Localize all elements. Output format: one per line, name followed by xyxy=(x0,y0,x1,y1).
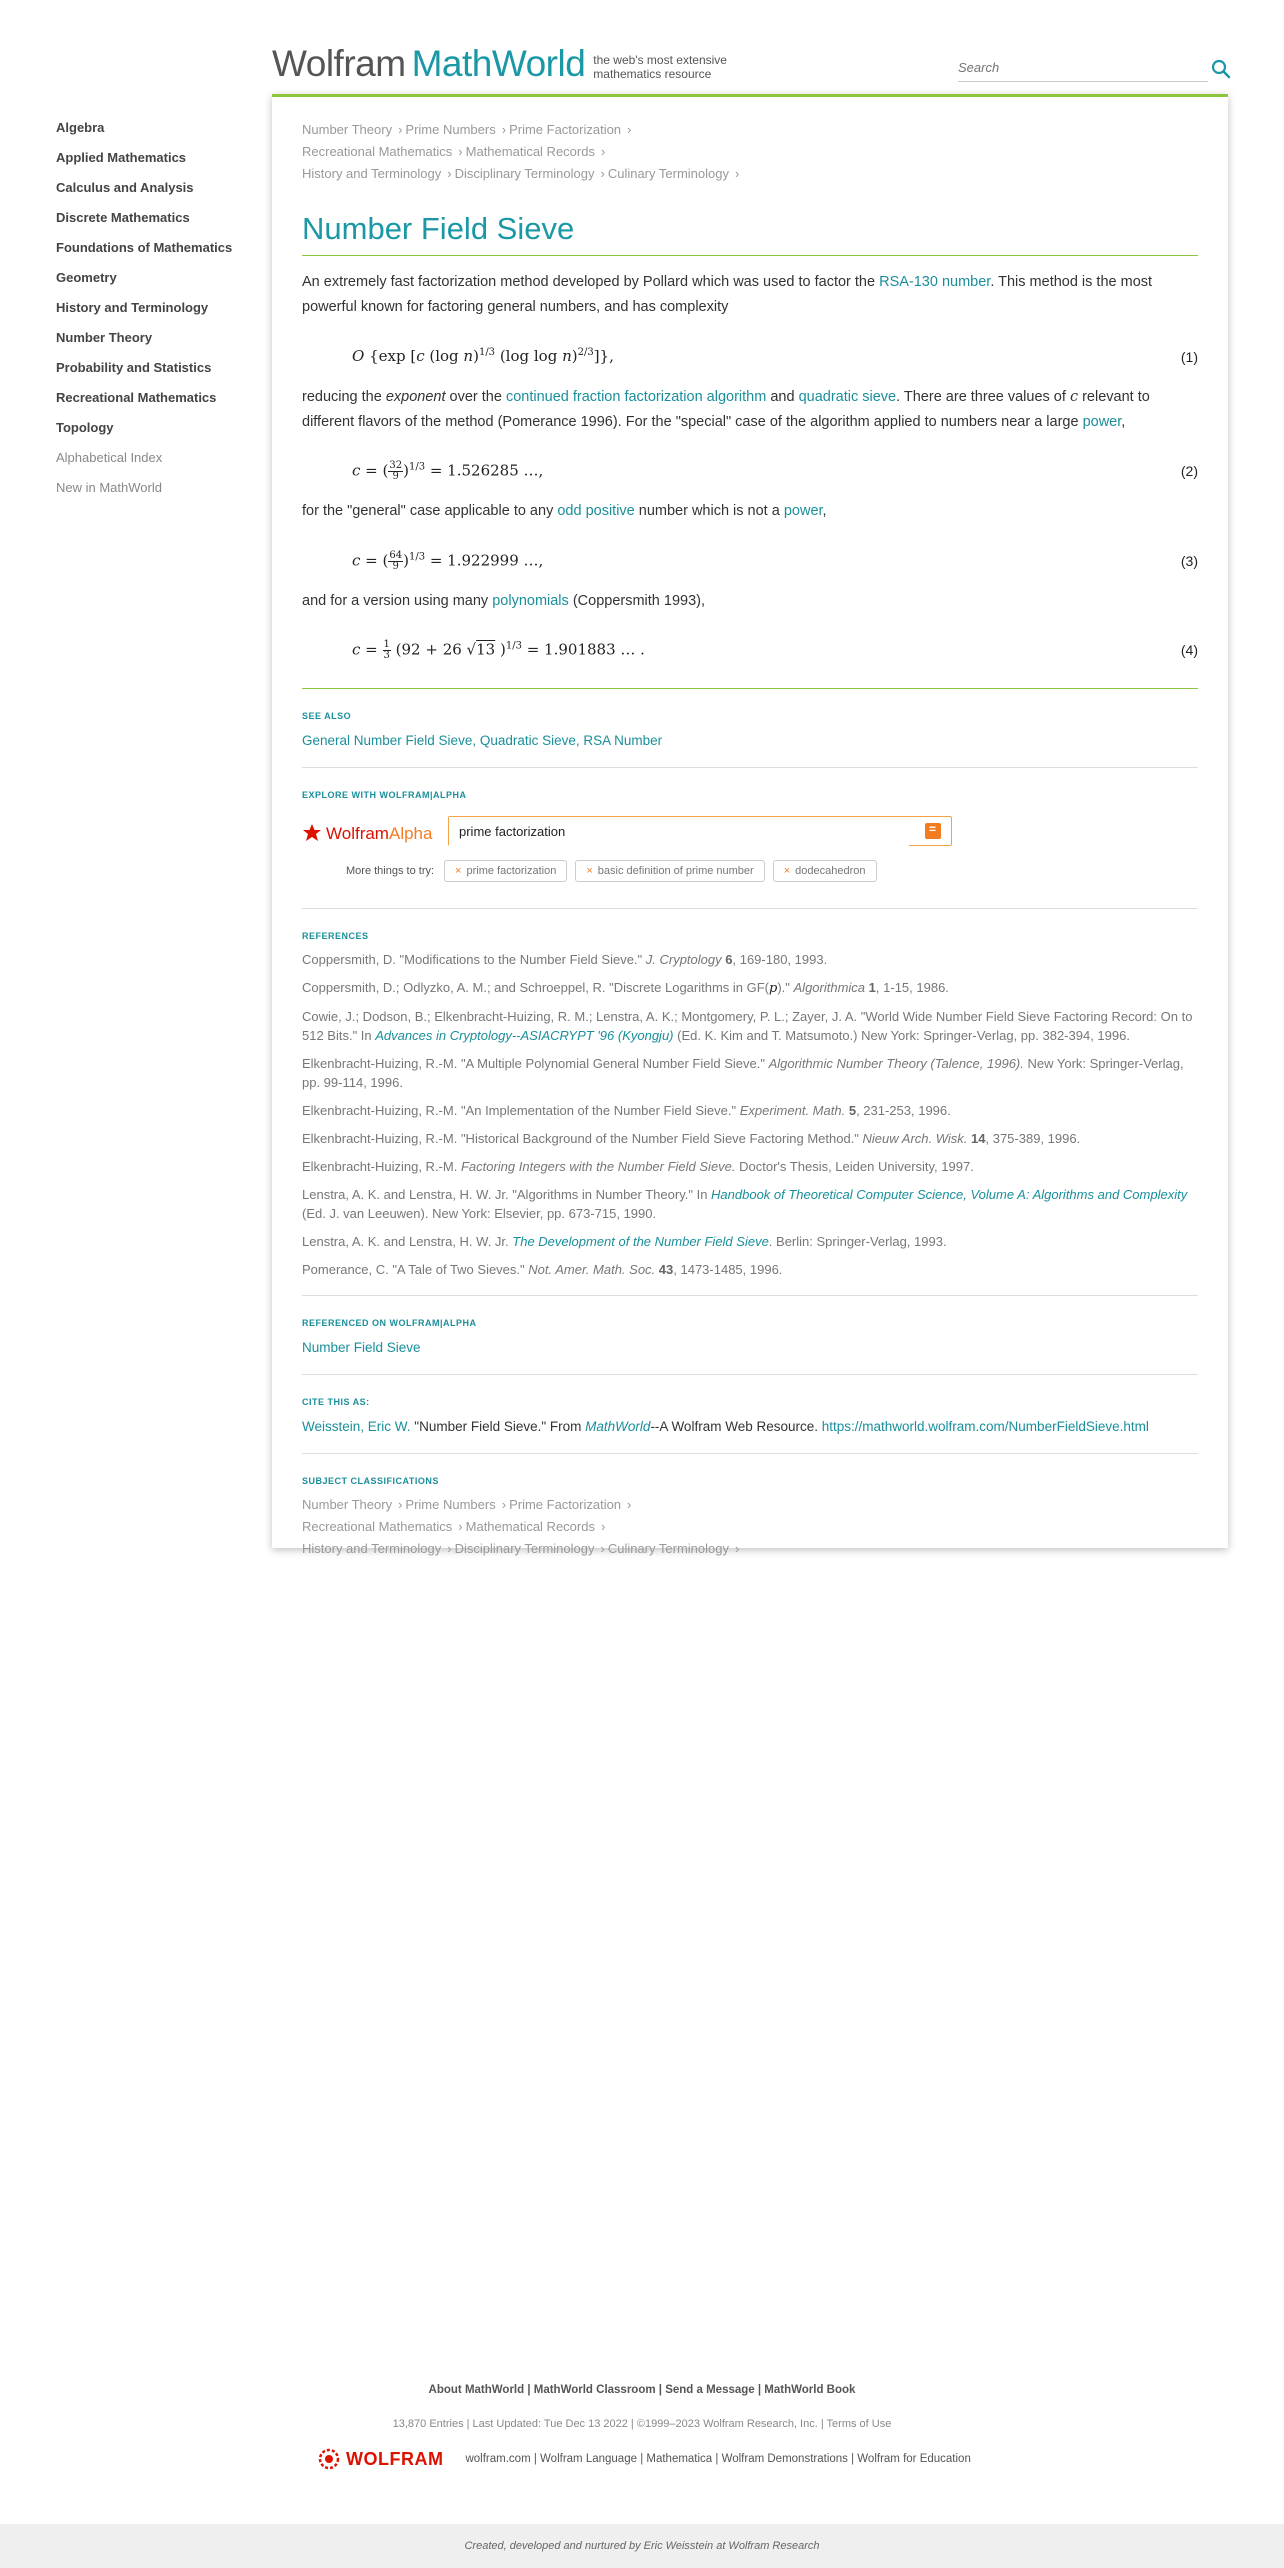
crumb-prime-numbers[interactable]: Prime Numbers xyxy=(405,122,496,137)
sidebar-item-applied-mathematics[interactable]: Applied Mathematics xyxy=(56,150,187,165)
eq3-value: = 1.922999 …, xyxy=(429,551,544,569)
cite-text-b: --A Wolfram Web Resource. xyxy=(650,1419,822,1434)
p2-text-c: and xyxy=(766,388,799,405)
sidebar-item-geometry[interactable]: Geometry xyxy=(56,270,117,285)
equation-1-math: O {exp [c (log n)$^{1/3}$ (log log n)$^{2/3}$]}, xyxy=(352,346,614,365)
reference-item: Cowie, J.; Dodson, B.; Elkenbracht-Huizing, R. M.; Lenstra, A. K.; Montgomery, P. L.; Zayer, J. A. "World Wide Number Field Sieve Factoring Record: On to 512 Bits." In Advances in Cryptology--ASIACRYPT '96 (Kyongju) (Ed. K. Kim and T. Matsumoto.) New York: Springer-Verlag, pp. 382-394, 1996. xyxy=(302,1009,1193,1043)
sidebar-item-topology[interactable]: Topology xyxy=(56,420,114,435)
eq3-denominator: 9 xyxy=(392,560,399,572)
equation-2 xyxy=(302,449,1198,495)
footer-wolfram xyxy=(318,2448,971,2470)
wa-logo-text-1: Wolfram xyxy=(326,824,389,843)
sidebar-item-probability-and-statistics[interactable]: Probability and Statistics xyxy=(56,360,212,375)
p3-text-b: number which is not a xyxy=(634,503,784,519)
sidebar-item-history-and-terminology[interactable]: History and Terminology xyxy=(56,300,209,315)
cite-url-link[interactable]: https://mathworld.wolfram.com/NumberFieldSieve.html xyxy=(821,1419,1149,1434)
subject-prime-numbers[interactable]: Prime Numbers xyxy=(405,1497,496,1512)
divider xyxy=(302,767,1198,768)
divider xyxy=(302,1374,1198,1375)
referenced-on-body xyxy=(302,1338,1198,1358)
article-content xyxy=(302,119,1198,1560)
sidebar-item-foundations-of-mathematics[interactable]: Foundations of Mathematics xyxy=(56,240,233,255)
crumb-mathematical-records[interactable]: Mathematical Records xyxy=(465,144,595,159)
referenced-on-heading: REFERENCED ON WOLFRAM|ALPHA xyxy=(302,1318,477,1328)
try-chip-basic-definition[interactable] xyxy=(575,860,764,882)
see-also-links xyxy=(302,731,1198,751)
subject-classifications: Number Theory › Prime Numbers › Prime Factorization › Recreational Mathematics › Mathematical Records › History and Terminology › Disciplinary Terminology › Culinary Terminology › xyxy=(302,1497,740,1556)
p2-text-f: , xyxy=(1121,413,1126,430)
crumb-history-and-terminology[interactable]: History and Terminology xyxy=(302,166,442,181)
link-development-of-nfs[interactable]: The Development of the Number Field Sieve xyxy=(512,1234,769,1249)
paragraph-3 xyxy=(302,499,1198,524)
title-divider xyxy=(302,255,1198,256)
reference-item: Elkenbracht-Huizing, R.-M. "An Implementation of the Number Field Sieve." Experiment. Math. 5, 231-253, 1996. xyxy=(302,1103,951,1118)
wolfram-alpha-logo[interactable] xyxy=(302,824,432,844)
wolfram-alpha-input[interactable] xyxy=(449,817,909,846)
more-things-label: More things to try: xyxy=(346,865,435,877)
search-icon[interactable] xyxy=(1210,58,1232,80)
see-also-heading: SEE ALSO xyxy=(302,711,352,721)
sidebar-item-new-in-mathworld[interactable]: New in MathWorld xyxy=(56,480,162,495)
cite-text-a: "Number Field Sieve." From xyxy=(410,1419,586,1434)
crumb-disciplinary-terminology[interactable]: Disciplinary Terminology xyxy=(454,166,595,181)
chip-label: prime factorization xyxy=(466,865,557,877)
reference-item: Coppersmith, D.; Odlyzko, A. M.; and Schroeppel, R. "Discrete Logarithms in GF(p)." Algorithmica 1, 1-15, 1986. xyxy=(302,980,949,996)
reference-item: Elkenbracht-Huizing, R.-M. "Historical Background of the Number Field Sieve Factoring Method." Nieuw Arch. Wisk. 14, 375-389, 1996. xyxy=(302,1131,1081,1146)
equation-1 xyxy=(302,335,1198,381)
sidebar-item-number-theory[interactable]: Number Theory xyxy=(56,330,153,345)
eq2-value: = 1.526285 …, xyxy=(429,461,544,480)
equation-1-number: (1) xyxy=(1180,348,1198,365)
references-list xyxy=(302,950,1198,1279)
subject-disciplinary-terminology[interactable]: Disciplinary Terminology xyxy=(454,1541,595,1556)
crumb-prime-factorization[interactable]: Prime Factorization xyxy=(509,122,622,137)
crumb-recreational-mathematics[interactable]: Recreational Mathematics xyxy=(302,144,453,159)
wolfram-alpha-search xyxy=(448,816,952,846)
content-divider xyxy=(302,688,1198,689)
breadcrumb: Number Theory › Prime Numbers › Prime Factorization › Recreational Mathematics › Mathematical Records › History and Terminology › Disciplinary Terminology › Culinary Terminology › xyxy=(302,122,740,181)
search-box xyxy=(958,58,1208,82)
chip-icon: × xyxy=(586,865,593,877)
wolfram-alpha-widget xyxy=(302,816,1198,856)
p2-text-a: reducing the xyxy=(302,388,386,405)
p2-text-b: over the xyxy=(445,388,506,405)
sidebar-item-discrete-mathematics[interactable]: Discrete Mathematics xyxy=(56,210,190,225)
wolfram-alpha-go-button[interactable] xyxy=(925,823,941,839)
subject-number-theory[interactable]: Number Theory xyxy=(302,1497,393,1512)
equation-3 xyxy=(302,539,1198,585)
equation-4-number: (4) xyxy=(1180,642,1198,658)
paragraph-2 xyxy=(302,385,1198,435)
link-polynomials[interactable]: polynomials xyxy=(492,592,569,609)
reference-item: Coppersmith, D. "Modifications to the Number Field Sieve." J. Cryptology 6, 169-180, 1993. xyxy=(302,952,828,967)
link-quadratic-sieve[interactable]: quadratic sieve xyxy=(798,388,897,405)
link-handbook-theoretical-cs[interactable]: Handbook of Theoretical Computer Science, Volume A: Algorithms and Complexity xyxy=(711,1187,1188,1202)
equation-3-number: (3) xyxy=(1180,552,1198,569)
see-also-link-list[interactable]: General Number Field Sieve, Quadratic Sieve, RSA Number xyxy=(302,733,663,748)
chip-label: dodecahedron xyxy=(795,865,866,877)
link-advances-in-cryptology[interactable]: Advances in Cryptology--ASIACRYPT '96 (Kyongju) xyxy=(375,1028,674,1043)
chip-icon: × xyxy=(455,865,462,877)
sidebar-item-algebra[interactable]: Algebra xyxy=(56,120,105,135)
p2-variable-c: c xyxy=(1069,388,1079,405)
eq4-value: = 1.901883 … . xyxy=(526,640,645,659)
p2-text-e: relevant to different flavors of the method (Pomerance 1996). For the "special" case of the algorithm applied to numbers near a large xyxy=(302,388,1150,430)
sidebar-item-calculus-and-analysis[interactable]: Calculus and Analysis xyxy=(56,180,194,195)
subject-recreational-mathematics[interactable]: Recreational Mathematics xyxy=(302,1519,453,1534)
site-header xyxy=(272,44,1230,90)
paragraph-1 xyxy=(302,270,1198,320)
p2-exponent: exponent xyxy=(385,388,446,405)
p4-text-b: (Coppersmith 1993), xyxy=(568,592,705,609)
wolfram-logo-text[interactable]: WOLFRAM xyxy=(346,2448,444,2469)
link-power-2[interactable]: power xyxy=(783,503,823,519)
eq3-numerator: 64 xyxy=(389,549,403,561)
logo-wolfram-text: Wolfram xyxy=(272,43,406,84)
reference-item: Lenstra, A. K. and Lenstra, H. W. Jr. "Algorithms in Number Theory." In Handbook of Theoretical Computer Science, Volume A: Algorithms and Complexity (Ed. J. van Leeuwen). New York: Elsevier, pp. 673-715, 1990. xyxy=(302,1187,1188,1221)
subject-culinary-terminology[interactable]: Culinary Terminology xyxy=(607,1541,729,1556)
equation-3-math: c = ( $\frac{64}{9}$ )$^{1/3}$ = 1.922999 …, xyxy=(352,549,544,572)
wolfram-alpha-star-icon xyxy=(302,824,322,844)
logo-mathworld-text: MathWorld xyxy=(411,43,586,84)
p1-text-a: An extremely fast factorization method developed by Pollard which was used to factor the xyxy=(302,274,880,290)
referenced-on-link[interactable]: Number Field Sieve xyxy=(302,1340,421,1355)
link-rsa-130-number[interactable]: RSA-130 number xyxy=(879,274,991,290)
crumb-culinary-terminology[interactable]: Culinary Terminology xyxy=(607,166,729,181)
footer-links[interactable]: About MathWorld | MathWorld Classroom | Send a Message | MathWorld Book xyxy=(428,2384,856,2396)
equation-2-math: c = ( $\frac{32}{9}$ )$^{1/3}$ = 1.526285 …, xyxy=(352,460,544,482)
link-continued-fraction-factorization-algorithm[interactable]: continued fraction factorization algorithm xyxy=(505,388,767,405)
subject-mathematical-records[interactable]: Mathematical Records xyxy=(465,1519,595,1534)
subject-history-and-terminology[interactable]: History and Terminology xyxy=(302,1541,442,1556)
cite-heading: CITE THIS AS: xyxy=(302,1397,370,1407)
references-heading: REFERENCES xyxy=(302,931,369,941)
mathworld-logo[interactable] xyxy=(272,44,743,84)
subject-classifications-heading: SUBJECT CLASSIFICATIONS xyxy=(302,1476,439,1486)
try-chip-prime-factorization[interactable] xyxy=(444,860,567,882)
wa-logo-text-2: Alpha xyxy=(388,824,433,843)
equation-4 xyxy=(302,628,1198,674)
wolfram-footer-links[interactable]: wolfram.com | Wolfram Language | Mathematica | Wolfram Demonstrations | Wolfram for Education xyxy=(465,2453,971,2465)
try-chip-dodecahedron[interactable] xyxy=(773,860,877,882)
eq2-numerator: 32 xyxy=(389,460,403,471)
p4-text-a: and for a version using many xyxy=(302,592,493,609)
chip-label: basic definition of prime number xyxy=(597,865,754,877)
divider xyxy=(302,1453,1198,1454)
search-input[interactable] xyxy=(958,58,1188,77)
wolfram-spikey-icon xyxy=(318,2448,340,2470)
more-things-to-try xyxy=(302,860,1198,882)
footer-meta: 13,870 Entries | Last Updated: Tue Dec 13 2022 | ©1999–2023 Wolfram Research, Inc. | Terms of Use xyxy=(392,2418,892,2430)
p3-text-a: for the "general" case applicable to any xyxy=(302,503,558,519)
explore-heading: EXPLORE WITH WOLFRAM|ALPHA xyxy=(302,790,467,800)
divider xyxy=(302,908,1198,909)
p2-text-d: . There are three values of xyxy=(896,388,1070,405)
eq2-denominator: 9 xyxy=(392,471,399,482)
paragraph-4 xyxy=(302,589,1198,614)
equation-2-number: (2) xyxy=(1180,463,1198,479)
subject-prime-factorization[interactable]: Prime Factorization xyxy=(509,1497,622,1512)
reference-item: Elkenbracht-Huizing, R.-M. Factoring Integers with the Number Field Sieve. Doctor's Thesis, Leiden University, 1997. xyxy=(302,1159,974,1174)
reference-item: Lenstra, A. K. and Lenstra, H. W. Jr. The Development of the Number Field Sieve. Berlin: Springer-Verlag, 1993. xyxy=(302,1234,947,1249)
chip-icon: × xyxy=(783,865,791,877)
reference-item: Pomerance, C. "A Tale of Two Sieves." Not. Amer. Math. Soc. 43, 1473-1485, 1996. xyxy=(302,1262,783,1277)
link-odd-positive[interactable]: odd positive xyxy=(557,503,635,519)
link-power[interactable]: power xyxy=(1082,413,1122,430)
crumb-number-theory[interactable]: Number Theory xyxy=(302,122,393,137)
equation-4-math: c = $\frac{1}{3}$ (92 + 26 √13 )$^{1/3}$ = 1.901883 … . xyxy=(352,639,645,661)
sidebar-item-recreational-mathematics[interactable]: Recreational Mathematics xyxy=(56,390,217,405)
cite-mathworld-link[interactable]: MathWorld xyxy=(585,1419,651,1434)
cite-author-link[interactable]: Weisstein, Eric W. xyxy=(302,1419,411,1434)
sidebar-nav xyxy=(56,118,266,508)
page-title: Number Field Sieve xyxy=(302,211,575,246)
divider xyxy=(302,1295,1198,1296)
credit-bar: Created, developed and nurtured by Eric Weisstein at Wolfram Research xyxy=(0,2524,1284,2568)
sidebar-item-alphabetical-index[interactable]: Alphabetical Index xyxy=(56,450,163,465)
reference-item: Elkenbracht-Huizing, R.-M. "A Multiple Polynomial General Number Field Sieve." Algorithmic Number Theory (Talence, 1996). New York: Springer-Verlag, pp. 99-114, 1996. xyxy=(302,1056,1184,1090)
article-card xyxy=(272,94,1228,1556)
logo-tagline: the web's most extensive mathematics resource xyxy=(593,53,727,81)
p3-text-c: , xyxy=(822,503,827,519)
cite-body xyxy=(302,1417,1198,1437)
p1-text-b: . This method is the most powerful known for factoring general numbers, and has complexity xyxy=(302,274,1153,315)
